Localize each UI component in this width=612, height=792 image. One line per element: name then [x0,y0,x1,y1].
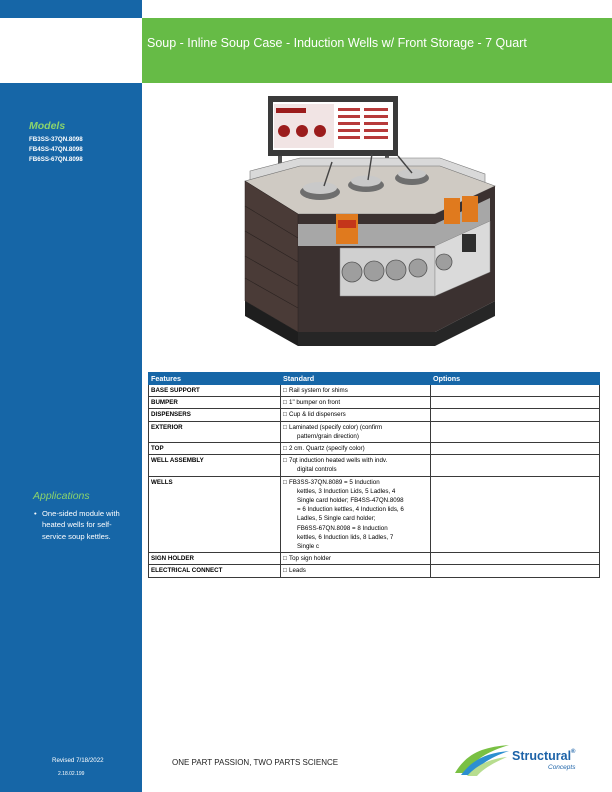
control-dial [409,259,427,277]
model-item: FB3SS-37QN.8098 [29,136,83,143]
options-cell [431,565,600,577]
standard-text: pattern/grain direction) [297,432,359,440]
standard-line [283,410,428,419]
options-cell [431,385,600,397]
model-item: FB6SS-67QN.8098 [29,156,83,163]
control-dial [436,254,452,270]
revision-date: Revised 7/18/2022 [52,757,104,764]
feature-cell: BUMPER [149,397,281,409]
spec-table-body [149,385,600,578]
structural-concepts-logo-icon [453,743,513,777]
checkbox-icon: □ [283,555,287,563]
standard-line [283,514,428,523]
table-row [149,553,600,565]
logo-wordmark: Structural® [512,749,576,763]
standard-text: kettles, 6 Induction lids, 8 Ladles, 7 [297,533,394,541]
sign-brand [276,108,306,113]
standard-text: Top sign holder [289,555,331,563]
standard-cell [281,553,431,565]
column-header-standard: Standard [281,373,431,385]
standard-line [283,465,428,474]
standard-line [283,566,428,575]
standard-line [283,386,428,395]
options-cell [431,409,600,421]
standard-text: 7qt induction heated wells with indv. [289,457,388,465]
standard-line [283,432,428,441]
title-banner [142,18,612,83]
chip-bag [336,214,358,244]
standard-line [283,487,428,496]
standard-line [283,444,428,453]
standard-text: 2 cm. Quartz (specify color) [289,445,365,453]
table-row [149,397,600,409]
standard-line [283,542,428,551]
checkbox-icon: □ [283,457,287,465]
standard-cell [281,443,431,455]
feature-cell: TOP [149,443,281,455]
document-id: 2.18.02.199 [58,771,85,777]
standard-cell [281,421,431,442]
table-row [149,421,600,442]
standard-cell [281,409,431,421]
standard-text: Single card holder; FB4SS-47QN.8098 [297,497,404,505]
standard-text: digital controls [297,466,337,474]
standard-text: Ladles, 5 Single card holder; [297,515,376,523]
standard-line [283,478,428,487]
standard-cell [281,397,431,409]
feature-cell: WELLS [149,476,281,553]
control-dial [342,262,362,282]
checkbox-icon: □ [283,387,287,394]
standard-line [283,554,428,563]
options-cell [431,553,600,565]
standard-line [283,423,428,432]
standard-line [283,456,428,465]
standard-text: = 6 Induction kettles, 4 Induction lids, 6 [297,506,404,514]
model-item: FB4SS-47QN.8098 [29,146,83,153]
options-cell [431,421,600,442]
options-cell [431,443,600,455]
feature-cell: ELECTRICAL CONNECT [149,565,281,577]
logo-subtitle: Concepts [548,764,576,771]
checkbox-icon: □ [283,567,287,575]
standard-text: Leads [289,567,306,575]
standard-line [283,533,428,542]
applications-heading: Applications [33,490,90,502]
column-header-options: Options [431,373,600,385]
sidebar [0,0,142,792]
feature-cell: EXTERIOR [149,421,281,442]
checkbox-icon: □ [283,478,287,486]
standard-cell [281,455,431,476]
feature-cell: DISPENSERS [149,409,281,421]
standard-text: Rail system for shims [289,387,348,394]
feature-cell: SIGN HOLDER [149,553,281,565]
standard-cell [281,385,431,397]
bullet: • [34,509,37,518]
list-item [34,508,134,542]
checkbox-icon: □ [283,445,287,453]
options-cell [431,397,600,409]
standard-line [283,398,428,407]
control-dial [386,260,406,280]
options-cell [431,476,600,553]
product-illustration-image [240,96,500,358]
sidebar-top-gap [0,18,142,83]
table-row [149,409,600,421]
standard-text: 1" bumper on front [289,399,341,407]
feature-cell: BASE SUPPORT [149,385,281,397]
table-row [149,443,600,455]
column-header-features: Features [149,373,281,385]
application-text: One-sided module with heated wells for self-service soup kettles. [42,509,120,541]
standard-line [283,496,428,505]
spec-table [148,372,600,578]
table-header-row [149,373,600,385]
chip-bag [462,196,478,222]
table-row [149,476,600,553]
standard-text: Single c [297,543,320,551]
standard-text: FB3SS-37QN.8089 = 5 Induction [289,478,380,486]
table-row [149,385,600,397]
standard-line [283,524,428,533]
checkbox-icon: □ [283,399,287,407]
checkbox-icon: □ [283,411,287,419]
standard-text: FB6SS-67QN.8098 = 8 Induction [297,524,388,532]
standard-cell [281,476,431,553]
standard-text: Laminated (specify color) (confirm [289,423,383,431]
checkbox-icon: □ [283,423,287,431]
models-heading: Models [29,120,66,132]
table-row [149,455,600,476]
applications-list [34,508,134,542]
table-row [149,565,600,577]
standard-line [283,505,428,514]
standard-cell [281,565,431,577]
options-cell [431,455,600,476]
feature-cell: WELL ASSEMBLY [149,455,281,476]
page-title: Soup - Inline Soup Case - Induction Wells w/ Front Storage - 7 Quart [147,36,527,50]
standard-text: kettles, 3 Induction Lids, 5 Ladles, 4 [297,487,396,495]
standard-text: Cup & lid dispensers [289,411,346,419]
chip-bag [444,198,460,224]
control-dial [364,261,384,281]
tagline: ONE PART PASSION, TWO PARTS SCIENCE [172,758,339,767]
